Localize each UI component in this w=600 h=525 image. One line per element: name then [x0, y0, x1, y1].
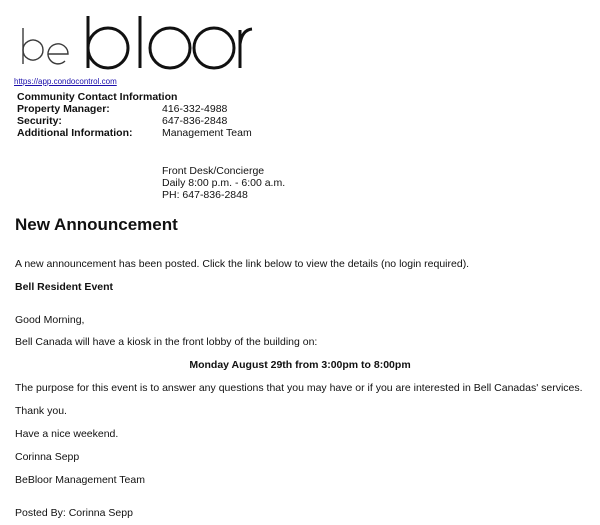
- event-date: Monday August 29th from 3:00pm to 8:00pm: [189, 359, 411, 371]
- contact-value: Management Team: [162, 127, 252, 139]
- signature-team: BeBloor Management Team: [15, 474, 145, 486]
- signature-name: Corinna Sepp: [15, 451, 80, 463]
- concierge-info: [162, 165, 285, 201]
- contact-row-additional: [17, 127, 252, 139]
- contact-label: Security:: [17, 115, 62, 127]
- contact-title: Community Contact Information: [17, 91, 178, 103]
- contact-value: 416-332-4988: [162, 103, 228, 115]
- condocontrol-link[interactable]: https://app.condocontrol.com: [14, 77, 117, 86]
- contact-row-property-manager: [17, 103, 252, 115]
- concierge-line: Daily 8:00 p.m. - 6:00 a.m.: [162, 177, 286, 189]
- contact-row-security: [17, 115, 252, 127]
- contact-label: Additional Information:: [17, 127, 133, 139]
- contact-info: [17, 91, 252, 139]
- greeting: Good Morning,: [15, 314, 85, 326]
- posted-by: Posted By: Corinna Sepp: [15, 507, 133, 519]
- concierge-line: PH: 647-836-2848: [162, 189, 248, 201]
- bebloor-logo: [18, 8, 253, 76]
- bebloor-logo-graphic: [18, 8, 253, 76]
- announcement-purpose: The purpose for this event is to answer any questions that you may have or if you are interested in Bell Canadas' services.: [15, 382, 583, 394]
- announcement-title: Bell Resident Event: [15, 281, 114, 293]
- contact-value: 647-836-2848: [162, 115, 228, 127]
- concierge-line: Front Desk/Concierge: [162, 165, 265, 177]
- announcement-line: Bell Canada will have a kiosk in the front lobby of the building on:: [15, 336, 318, 348]
- announcement-heading: New Announcement: [15, 215, 178, 234]
- contact-label: Property Manager:: [17, 103, 110, 115]
- weekend-line: Have a nice weekend.: [15, 428, 119, 440]
- thanks-line: Thank you.: [15, 405, 67, 417]
- announcement-intro: A new announcement has been posted. Click the link below to view the details (no login required).: [15, 258, 470, 270]
